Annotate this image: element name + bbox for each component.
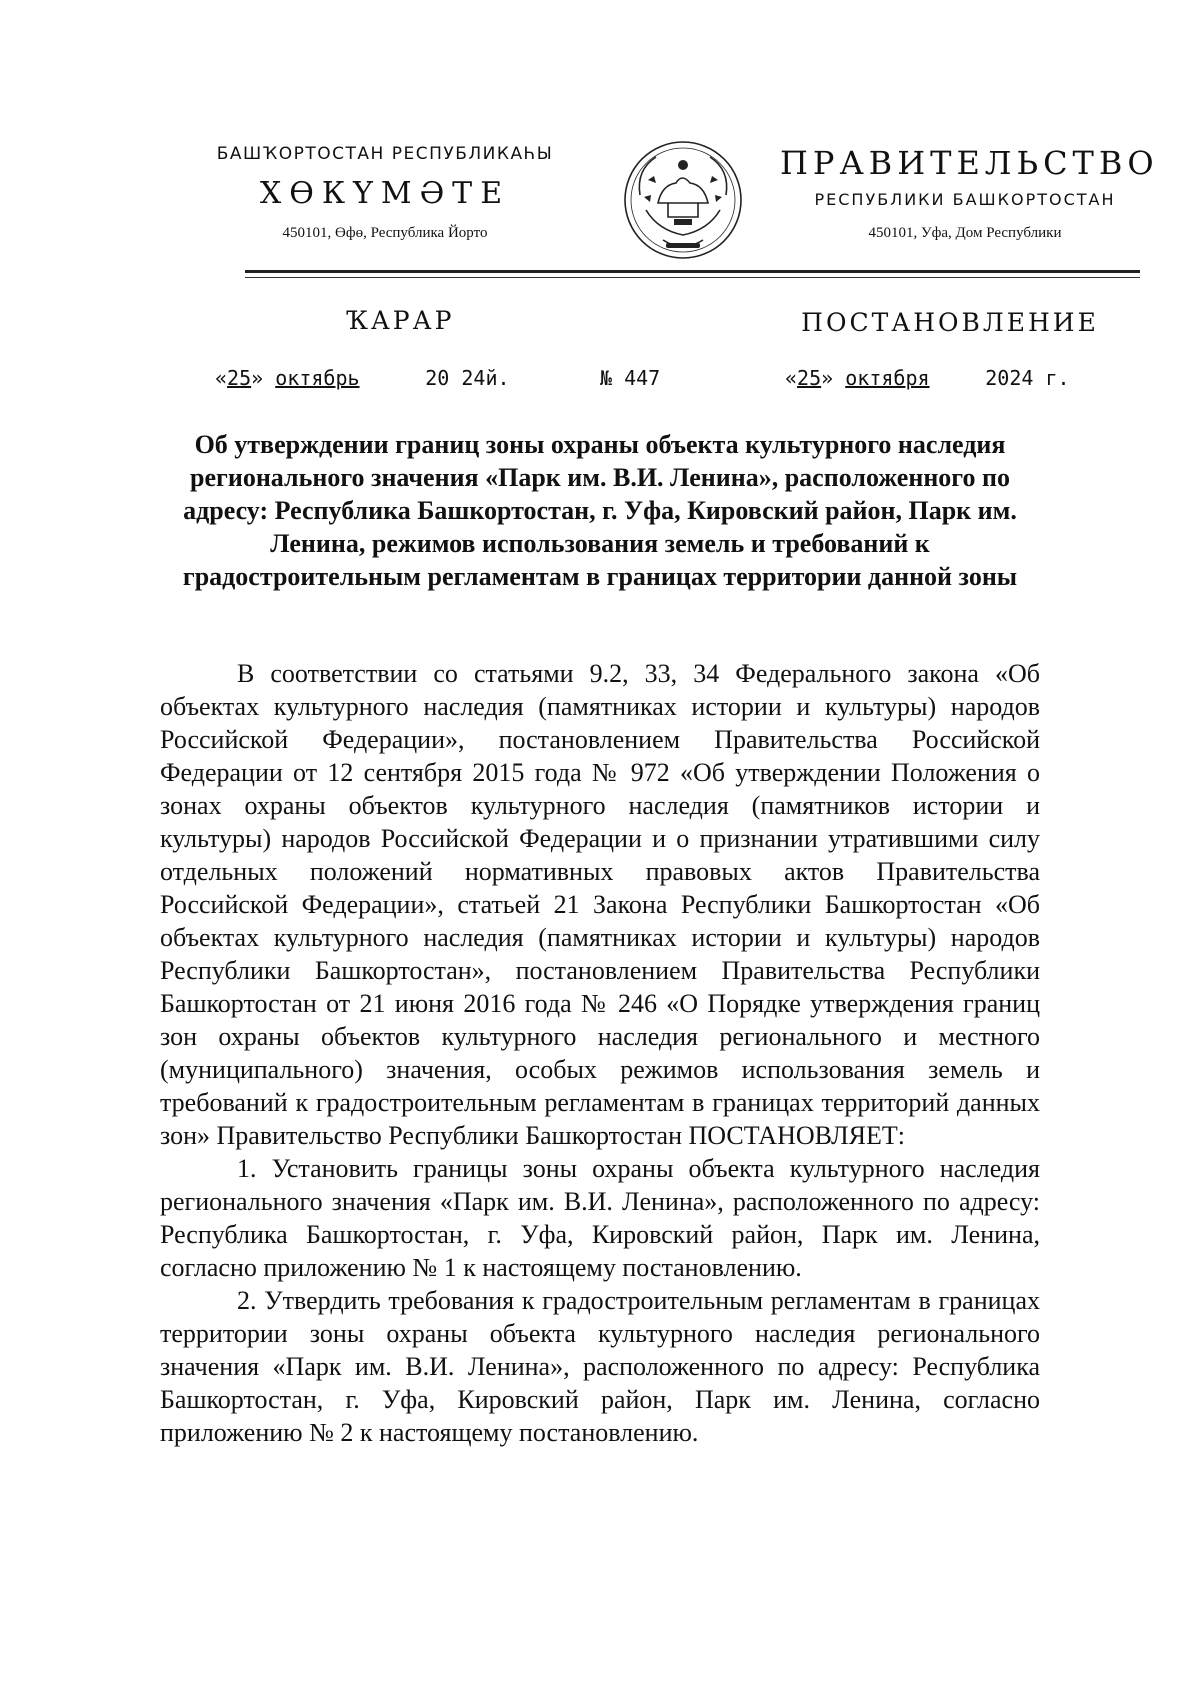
document-number: № 447 xyxy=(600,366,661,390)
date-right-day: 25 xyxy=(797,366,822,390)
date-left-mid: » xyxy=(251,366,264,390)
header-right-republic: РЕСПУБЛИКИ БАШКОРТОСТАН xyxy=(814,190,1116,209)
date-left-open: « xyxy=(215,366,228,390)
date-left-month: октябрь xyxy=(275,366,360,390)
coat-of-arms-icon xyxy=(618,135,748,265)
date-right-month: октября xyxy=(845,366,930,390)
item-1-paragraph: 1. Установить границы зоны охраны объекта культурного наследия регионального значения «Парк им. В.И. Ленина», расположенного по адресу: Республика Башкортостан, г. Уфа, Кировский район, Парк им. Ленина, согласно приложению № 1 к настоящему постановлению. xyxy=(160,1154,1040,1282)
document-body xyxy=(160,657,1040,1449)
date-left-day: 25 xyxy=(227,366,252,390)
date-right xyxy=(785,366,1070,390)
header-divider-thick xyxy=(245,270,1140,273)
header-left-address: 450101, Өфө, Республика Йорто xyxy=(282,225,488,241)
header-left-government: ХӨКҮМӘТЕ xyxy=(259,176,511,211)
document-title: Об утверждении границ зоны охраны объекта культурного наследия регионального значения «Парк им. В.И. Ленина», расположенного по адресу: Республика Башкортостан, г. Уфа, Кировский район, Парк им. Ленина, режимов использования земель и требований к градостроительным регламентам в границах территории данной зоны xyxy=(182,430,1018,591)
header-divider-thin xyxy=(245,277,1140,278)
header-left-republic: БАШҠОРТОСТАН РЕСПУБЛИКАҺЫ xyxy=(216,144,554,164)
header-right-address: 450101, Уфа, Дом Республики xyxy=(868,225,1062,241)
date-left xyxy=(215,366,510,390)
item-2-paragraph: 2. Утвердить требования к градостроительным регламентам в границах территории зоны охраны объекта культурного наследия регионального значения «Парк им. В.И. Ленина», расположенного по адресу: Республика Башкортостан, г. Уфа, Кировский район, Парк им. Ленина, согласно приложению № 2 к настоящему постановлению. xyxy=(160,1286,1040,1447)
doc-type-bashkir: ҠАРАР xyxy=(345,306,455,335)
preamble-paragraph: В соответствии со статьями 9.2, 33, 34 Федерального закона «Об объектах культурного наследия (памятниках истории и культуры) народов Российской Федерации», постановлением Правительства Российской Федерации от 12 сентября 2015 года № 972 «Об утверждении Положения о зонах охраны объектов культурного наследия (памятников истории и культуры) народов Российской Федерации и о признании утратившими силу отдельных положений нормативных правовых актов Правительства Российской Федерации», статьей 21 Закона Республики Башкортостан «Об объектах культурного наследия (памятниках истории и культуры) народов Республики Башкортостан», постановлением Правительства Республики Башкортостан от 21 июня 2016 года № 246 «О Порядке утверждения границ зон охраны объектов культурного наследия регионального и местного (муниципального) значения, особых режимов использования земель и требований к градостроительным регламентам в границах территорий данных зон» Правительство Республики Башкортостан ПОСТАНОВЛЯЕТ: xyxy=(160,659,1040,1150)
date-right-year: 2024 г. xyxy=(985,366,1070,390)
doc-type-russian: ПОСТАНОВЛЕНИЕ xyxy=(801,308,1099,337)
date-right-open: « xyxy=(785,366,798,390)
date-right-mid: » xyxy=(821,366,834,390)
date-left-year: 20 24й. xyxy=(425,366,510,390)
header-right-government: ПРАВИТЕЛЬСТВО xyxy=(780,144,1159,182)
